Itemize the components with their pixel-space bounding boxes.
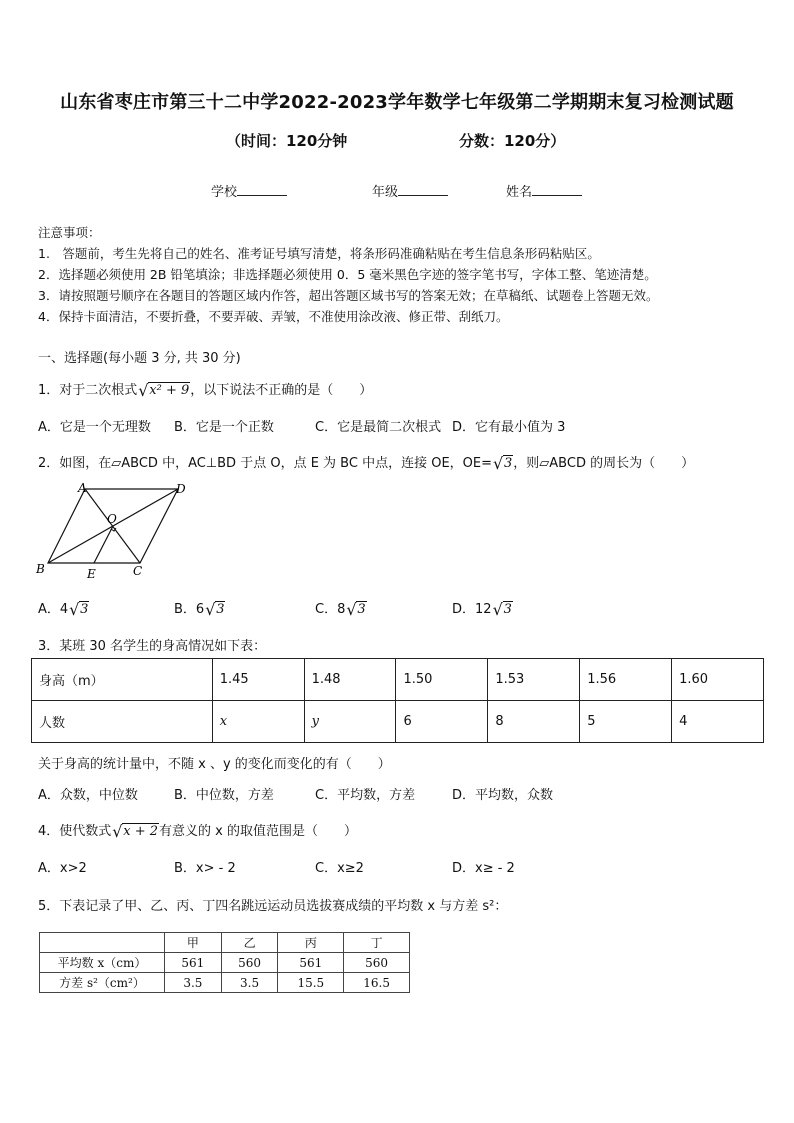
sqrt-expression: √ 3 (493, 454, 513, 473)
question-3: 3．某班 30 名学生的身高情况如下表： (38, 639, 267, 654)
question-4: 4．使代数式 √ x + 2有意义的 x 的取值范围是（ ） (38, 822, 358, 841)
table-row: 甲 乙 丙 丁 (40, 933, 410, 953)
sqrt-expression: √ x² + 9 (138, 381, 190, 400)
section-heading: 一、选择题(每小题 3 分, 共 30 分) (38, 351, 241, 366)
height-table (31, 658, 764, 743)
sqrt-expression: √ x + 2 (112, 822, 159, 841)
note-item: 3．请按照题号顺序在各题目的答题区域内作答，超出答题区域书写的答案无效；在草稿纸、试题卷上答题无效。 (38, 288, 659, 303)
school-field: 学校 (211, 181, 287, 200)
exam-time: （时间：120分钟 (226, 132, 348, 150)
q2-option-a: A．4 √ 3 (38, 600, 89, 619)
q2-option-d: D．12 √ 3 (452, 600, 512, 619)
question-5: 5．下表记录了甲、乙、丙、丁四名跳远运动员选拔赛成绩的平均数 x 与方差 s²： (38, 899, 508, 914)
q1-option-c: C．它是最简二次根式 (315, 420, 442, 435)
page-title: 山东省枣庄市第三十二中学2022-2023学年数学七年级第二学期期末复习检测试题 (60, 92, 734, 113)
table-row: 人数 x y 6 8 5 4 (32, 701, 764, 743)
q3-option-a: A．众数，中位数 (38, 788, 138, 803)
athlete-table (39, 932, 410, 993)
q4-option-b: B．x> - 2 (174, 861, 236, 876)
table-row: 平均数 x（cm） 561 560 561 560 (40, 953, 410, 973)
question-3-stem: 关于身高的统计量中，不随 x 、y 的变化而变化的有（ ） (38, 757, 391, 772)
question-2: 2．如图，在▱ABCD 中，AC⊥BD 于点 O，点 E 为 BC 中点，连接 OE，OE= √ 3，则▱ABCD 的周长为（ ） (38, 454, 695, 473)
q1-option-d: D．它有最小值为 3 (452, 420, 566, 435)
note-item: 1. 答题前，考生先将自己的姓名、准考证号填写清楚，将条形码准确粘贴在考生信息条形码粘贴区。 (38, 246, 600, 261)
label-C: C (133, 564, 143, 578)
grade-field: 年级 (372, 181, 448, 200)
label-A: A (78, 481, 87, 495)
label-B: B (36, 562, 45, 576)
q3-option-b: B．中位数，方差 (174, 788, 274, 803)
notes-block (38, 222, 658, 327)
label-D: D (176, 482, 186, 496)
q1-option-a: A．它是一个无理数 (38, 420, 151, 435)
table-row: 方差 s²（cm²） 3.5 3.5 15.5 16.5 (40, 973, 410, 993)
q4-option-c: C．x≥2 (315, 861, 364, 876)
name-field: 姓名 (506, 181, 582, 200)
notes-heading: 注意事项： (38, 225, 101, 240)
table-row: 身高（m） 1.45 1.48 1.50 1.53 1.56 1.60 (32, 659, 764, 701)
q3-option-c: C．平均数，方差 (315, 788, 416, 803)
q2-option-c: C．8 √ 3 (315, 600, 366, 619)
note-item: 4．保持卡面清洁，不要折叠，不要弄破、弄皱，不准使用涂改液、修正带、刮纸刀。 (38, 309, 509, 324)
q3-option-d: D．平均数，众数 (452, 788, 554, 803)
q4-option-a: A．x>2 (38, 861, 87, 876)
label-E: E (87, 567, 96, 581)
label-O: O (107, 512, 117, 526)
q4-option-d: D．x≥ - 2 (452, 861, 515, 876)
q1-option-b: B．它是一个正数 (174, 420, 274, 435)
parallelogram-figure (30, 478, 200, 582)
exam-score: 分数：120分） (459, 132, 566, 150)
note-item: 2．选择题必须使用 2B 铅笔填涂；非选择题必须使用 0．5 毫米黑色字迹的签字笔书写，字体工整、笔迹清楚。 (38, 267, 657, 282)
q2-option-b: B．6 √ 3 (174, 600, 225, 619)
question-1: 1．对于二次根式 √ x² + 9，以下说法不正确的是（ ） (38, 381, 373, 400)
